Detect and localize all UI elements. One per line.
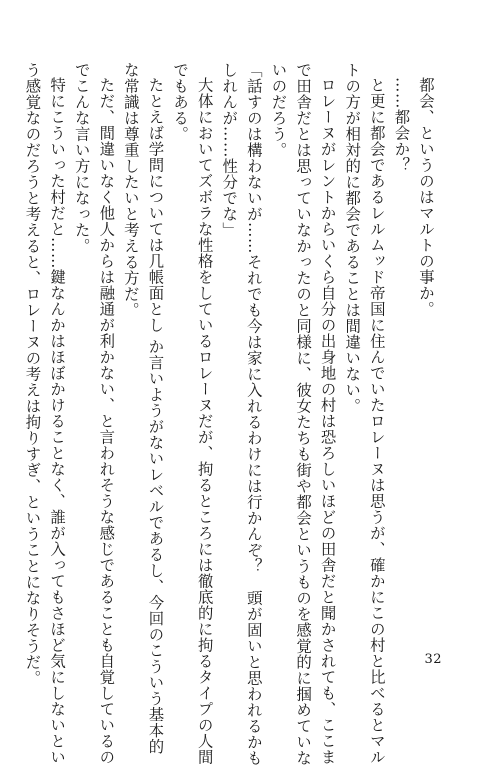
text-line: たとえば学問については几帳面とし か言いようがないレベルであるし、今回のこういう基本的 [146, 77, 165, 755]
text-line: 「話すのは構わないが……それでも今は家に入れるわけには行かんぞ？ 頭が固いと思われるかも [244, 62, 263, 766]
text-line: でこんな言い方になった。 [72, 62, 91, 254]
text-line: ただ、間違いなく他人からは融通が利かない、と言われそうな感じであることも自覚しているの [97, 77, 116, 766]
text-line: 都会、というのはマルトの事か。 [417, 77, 435, 318]
page-number: 32 [424, 652, 442, 667]
text-line: と更に都会であるレルムッド帝国に住んでいたロレーヌは思うが、確かにこの村と比べるとマル [367, 77, 386, 766]
text-line: な常識は尊重したいと考える方だ。 [121, 62, 140, 318]
text-line: ……都会か？ [392, 77, 411, 174]
text-line: いのだろう。 [269, 62, 288, 158]
text-line: 特にこういった村だと……鍵なんかはほぼかけることなく、誰が入ってもさほど気にしないとい [48, 77, 67, 766]
text-line: で田舎だとは思っていなかったのと同様に、彼女たちも街や都会というものを感覚的に掴めていな [294, 62, 313, 766]
text-line: ロレーヌがレントからいくら自分の出身地の村は恐ろしいほどの田舎だと聞かされても、ここま [318, 77, 337, 766]
text-line: トの方が相対的に都会であることは間違いない。 [343, 62, 362, 414]
text-line: しれんが……性分でな」 [220, 62, 239, 238]
text-line: う感覚なのだろうと考えると、ロレーヌの考えは拘りすぎ、ということになりそうだ。 [23, 62, 42, 686]
text-line: でもある。 [171, 62, 190, 142]
text-line: 大体においてズボラな性格をしているロレーヌだが、拘るところには徹底的に拘るタイプの人間 [195, 77, 214, 766]
